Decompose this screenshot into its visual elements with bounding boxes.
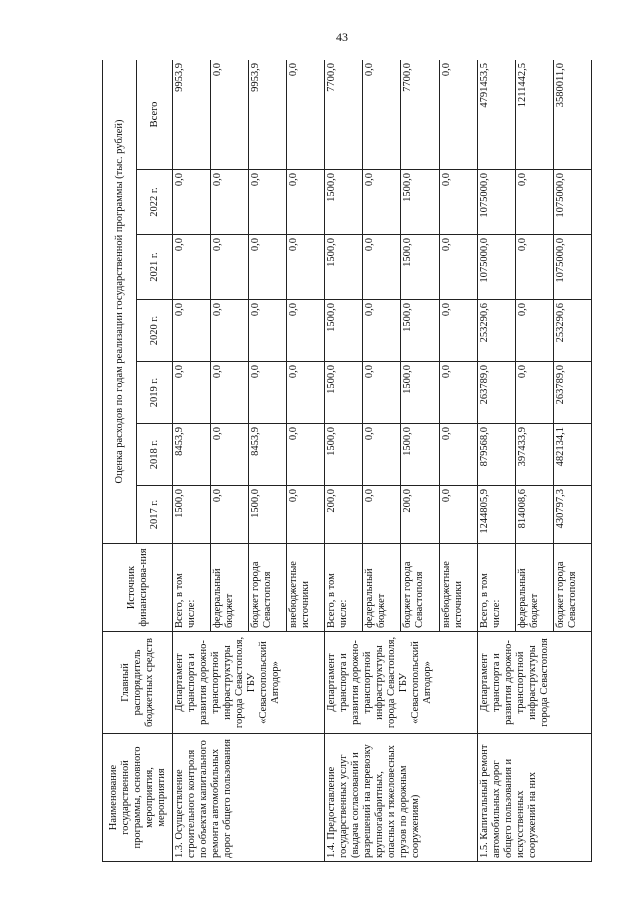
- value-cell: 0,0: [363, 170, 401, 235]
- value-cell: 1075000,0: [553, 170, 591, 235]
- rotated-page-frame: [102, 60, 592, 862]
- total-cell: 0,0: [211, 60, 249, 170]
- total-cell: 3580011,0: [553, 60, 591, 170]
- value-cell: 0,0: [515, 235, 553, 300]
- value-cell: 0,0: [173, 235, 211, 300]
- total-cell: 0,0: [363, 60, 401, 170]
- value-cell: 1500,0: [325, 362, 363, 424]
- source-cell: бюджет города Севастополя: [553, 544, 591, 632]
- value-cell: 0,0: [363, 235, 401, 300]
- value-cell: 200,0: [401, 486, 439, 544]
- value-cell: 0,0: [173, 170, 211, 235]
- value-cell: 1500,0: [401, 424, 439, 486]
- value-cell: 0,0: [363, 486, 401, 544]
- value-cell: 430797,3: [553, 486, 591, 544]
- header-source: Источник финансирова-ния: [103, 544, 173, 632]
- value-cell: 0,0: [211, 362, 249, 424]
- value-cell: 879568,0: [477, 424, 515, 486]
- page-number: 43: [336, 30, 348, 44]
- value-cell: 0,0: [287, 486, 325, 544]
- source-cell: Всего, в том числе:: [477, 544, 515, 632]
- value-cell: 1500,0: [401, 170, 439, 235]
- value-cell: 8453,9: [173, 424, 211, 486]
- header-year: 2022 г.: [137, 170, 173, 235]
- program-name: 1.4. Предоставление государственных услуг (выдача согласований и разрешений на перевозку крупногабаритных, опасных и тяжеловесных грузов по дорожным сооружениям): [325, 734, 477, 862]
- header-year: 2020 г.: [137, 300, 173, 362]
- header-estimate: Оценка расходов по годам реализации государственной программы (тыс. рублей): [103, 60, 137, 544]
- value-cell: 0,0: [439, 235, 477, 300]
- value-cell: 0,0: [515, 362, 553, 424]
- value-cell: 0,0: [515, 300, 553, 362]
- value-cell: 0,0: [211, 486, 249, 544]
- value-cell: 0,0: [249, 362, 287, 424]
- total-cell: 1211442,5: [515, 60, 553, 170]
- value-cell: 1075000,0: [553, 235, 591, 300]
- header-year: 2018 г.: [137, 424, 173, 486]
- source-cell: федеральный бюджет: [211, 544, 249, 632]
- rotated-table-container: [102, 60, 592, 862]
- value-cell: 1500,0: [325, 300, 363, 362]
- value-cell: 0,0: [211, 424, 249, 486]
- value-cell: 1500,0: [401, 235, 439, 300]
- value-cell: 8453,9: [249, 424, 287, 486]
- table-row: [477, 60, 515, 862]
- source-cell: внебюджетные источники: [287, 544, 325, 632]
- total-cell: 7700,0: [325, 60, 363, 170]
- value-cell: 1500,0: [173, 486, 211, 544]
- program-name: 1.5. Капитальный ремонт автомобильных дорог общего пользования и искусственных сооружений на них: [477, 734, 591, 862]
- value-cell: 0,0: [287, 362, 325, 424]
- distributor-name: Департамент транспорта и развития дорожно-транспортной инфраструктуры города Севастополя: [477, 632, 591, 734]
- value-cell: 1500,0: [325, 424, 363, 486]
- source-cell: бюджет города Севастополя: [401, 544, 439, 632]
- value-cell: 0,0: [439, 300, 477, 362]
- value-cell: 1500,0: [401, 362, 439, 424]
- source-cell: федеральный бюджет: [515, 544, 553, 632]
- value-cell: 0,0: [515, 170, 553, 235]
- value-cell: 0,0: [211, 235, 249, 300]
- value-cell: 263789,0: [553, 362, 591, 424]
- value-cell: 1075000,0: [477, 235, 515, 300]
- value-cell: 0,0: [363, 362, 401, 424]
- header-year: 2021 г.: [137, 235, 173, 300]
- value-cell: 0,0: [173, 300, 211, 362]
- value-cell: 0,0: [211, 300, 249, 362]
- value-cell: 1500,0: [325, 235, 363, 300]
- header-total: Всего: [137, 60, 173, 170]
- table-row: [173, 60, 211, 862]
- value-cell: 397433,9: [515, 424, 553, 486]
- value-cell: 0,0: [287, 235, 325, 300]
- value-cell: 0,0: [287, 300, 325, 362]
- total-cell: 0,0: [287, 60, 325, 170]
- value-cell: 814008,6: [515, 486, 553, 544]
- total-cell: 4791453,5: [477, 60, 515, 170]
- total-cell: 9953,9: [173, 60, 211, 170]
- value-cell: 0,0: [439, 424, 477, 486]
- value-cell: 1244805,9: [477, 486, 515, 544]
- header-year: 2019 г.: [137, 362, 173, 424]
- value-cell: 200,0: [325, 486, 363, 544]
- value-cell: 0,0: [287, 424, 325, 486]
- value-cell: 263789,0: [477, 362, 515, 424]
- distributor-name: Департамент транспорта и развития дорожно-транспортной инфраструктуры города Севастополя, ГБУ «Севастопольский Автодор»: [173, 632, 325, 734]
- source-cell: Всего, в том числе:: [173, 544, 211, 632]
- value-cell: 0,0: [249, 235, 287, 300]
- value-cell: 1500,0: [401, 300, 439, 362]
- total-cell: 9953,9: [249, 60, 287, 170]
- source-cell: федеральный бюджет: [363, 544, 401, 632]
- header-program: Наименование государственной программы, основного мероприятия, мероприятия: [103, 734, 173, 862]
- table-row: [325, 60, 363, 862]
- value-cell: 0,0: [287, 170, 325, 235]
- value-cell: 0,0: [439, 486, 477, 544]
- source-cell: бюджет города Севастополя: [249, 544, 287, 632]
- value-cell: 1500,0: [325, 170, 363, 235]
- source-cell: внебюджетные источники: [439, 544, 477, 632]
- value-cell: 0,0: [439, 362, 477, 424]
- value-cell: 0,0: [211, 170, 249, 235]
- program-name: 1.3. Осуществление строительного контроля по объектам капитального ремонта автомобильных дорог общего пользования: [173, 734, 325, 862]
- value-cell: 0,0: [173, 362, 211, 424]
- budget-table: [102, 60, 592, 862]
- total-cell: 7700,0: [401, 60, 439, 170]
- distributor-name: Департамент транспорта и развития дорожно-транспортной инфраструктуры города Севастополя, ГБУ «Севастопольский Автодор»: [325, 632, 477, 734]
- value-cell: 1500,0: [249, 486, 287, 544]
- header-row-top: [103, 60, 137, 862]
- value-cell: 0,0: [249, 300, 287, 362]
- header-distributor: Главный распорядитель бюджетных средств: [103, 632, 173, 734]
- value-cell: 253290,6: [553, 300, 591, 362]
- value-cell: 0,0: [439, 170, 477, 235]
- value-cell: 0,0: [363, 424, 401, 486]
- value-cell: 0,0: [363, 300, 401, 362]
- value-cell: 1075000,0: [477, 170, 515, 235]
- value-cell: 0,0: [249, 170, 287, 235]
- value-cell: 482134,1: [553, 424, 591, 486]
- header-year: 2017 г.: [137, 486, 173, 544]
- total-cell: 0,0: [439, 60, 477, 170]
- value-cell: 253290,6: [477, 300, 515, 362]
- source-cell: Всего, в том числе:: [325, 544, 363, 632]
